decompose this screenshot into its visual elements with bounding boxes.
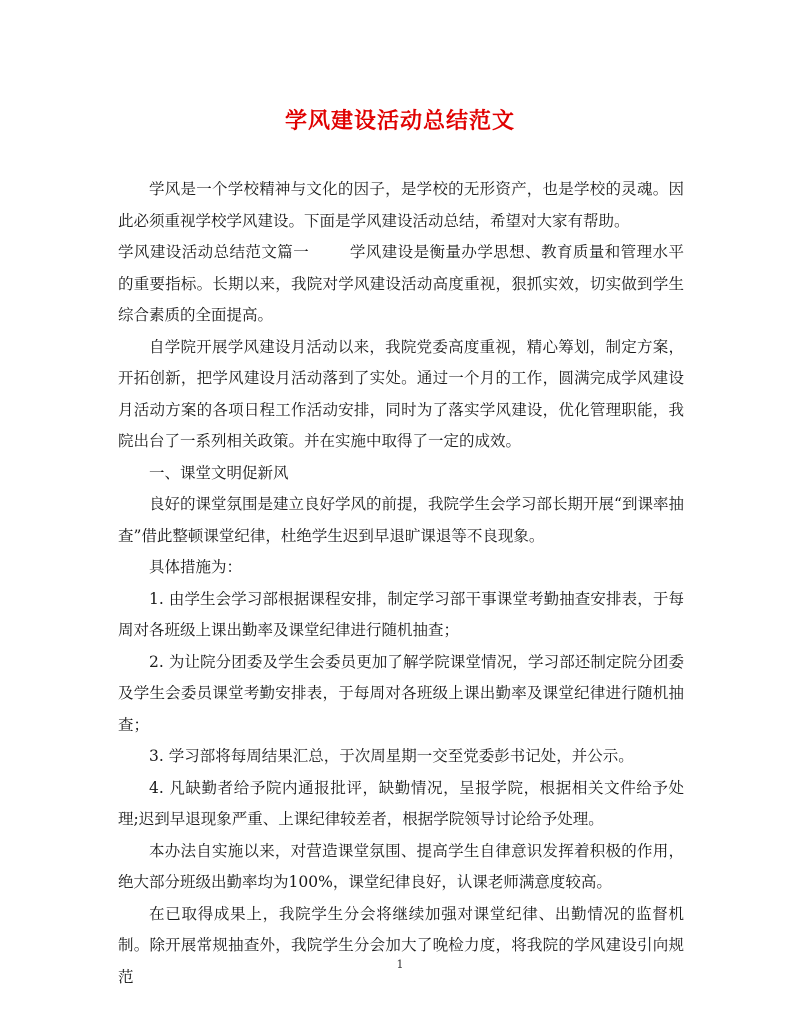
measure-item: 3. 学习部将每周结果汇总，于次周星期一交至党委彭书记处，并公示。 <box>149 747 634 765</box>
section-first-paragraph: 学风建设是衡量办学思想、教育质量和管理水平的重要指标。长期以来，我院对学风建设活动高度重视，狠抓实效，切实做到学生综合素质的全面提高。 <box>118 243 684 324</box>
measures-heading: 具体措施为： <box>149 558 243 576</box>
measure-item: 2. 为让院分团委及学生会委员更加了解学院课堂情况，学习部还制定院分团委及学生会委员课堂考勤安排表，于每周对各班级上课出勤率及课堂纪律进行随机抽查； <box>118 652 684 734</box>
document-body <box>118 174 684 993</box>
body-paragraph: 良好的课堂氛围是建立良好学风的前提，我院学生会学习部长期开展“到课率抽查”借此整顿课堂纪律，杜绝学生迟到早退旷课退等不良现象。 <box>118 495 684 545</box>
body-paragraph: 在已取得成果上，我院学生分会将继续加强对课堂纪律、出勤情况的监督机制。除开展常规抽查外，我院学生分会加大了晚检力度，将我院的学风建设引向规范 <box>118 904 684 986</box>
intro-paragraph: 学风是一个学校精神与文化的因子，是学校的无形资产，也是学校的灵魂。因此必须重视学校学风建设。下面是学风建设活动总结，希望对大家有帮助。 <box>118 180 684 230</box>
body-paragraph: 本办法自实施以来，对营造课堂氛围、提高学生自律意识发挥着积极的作用，绝大部分班级出勤率均为100%，课堂纪律良好，认课老师满意度较高。 <box>118 841 684 891</box>
measure-item: 4. 凡缺勤者给予院内通报批评，缺勤情况，呈报学院，根据相关文件给予处理;迟到早退现象严重、上课纪律较差者，根据学院领导讨论给予处理。 <box>118 778 684 828</box>
subsection-heading: 一、课堂文明促新风 <box>149 463 289 482</box>
page-title: 学风建设活动总结范文 <box>284 108 515 134</box>
section-heading: 学风建设活动总结范文篇一 <box>118 243 310 261</box>
page-number: 1 <box>396 958 404 971</box>
section-heading-line <box>118 237 684 332</box>
measure-item: 1. 由学生会学习部根据课程安排，制定学习部干事课堂考勤抽查安排表，于每周对各班级上课出勤率及课堂纪律进行随机抽查； <box>118 589 684 639</box>
body-paragraph: 自学院开展学风建设月活动以来，我院党委高度重视，精心筹划，制定方案，开拓创新，把学风建设月活动落到了实处。通过一个月的工作，圆满完成学风建设月活动方案的各项日程工作活动安排，同时为了落实学风建设，优化管理职能，我院出台了一系列相关政策。并在实施中取得了一定的成效。 <box>118 337 684 450</box>
